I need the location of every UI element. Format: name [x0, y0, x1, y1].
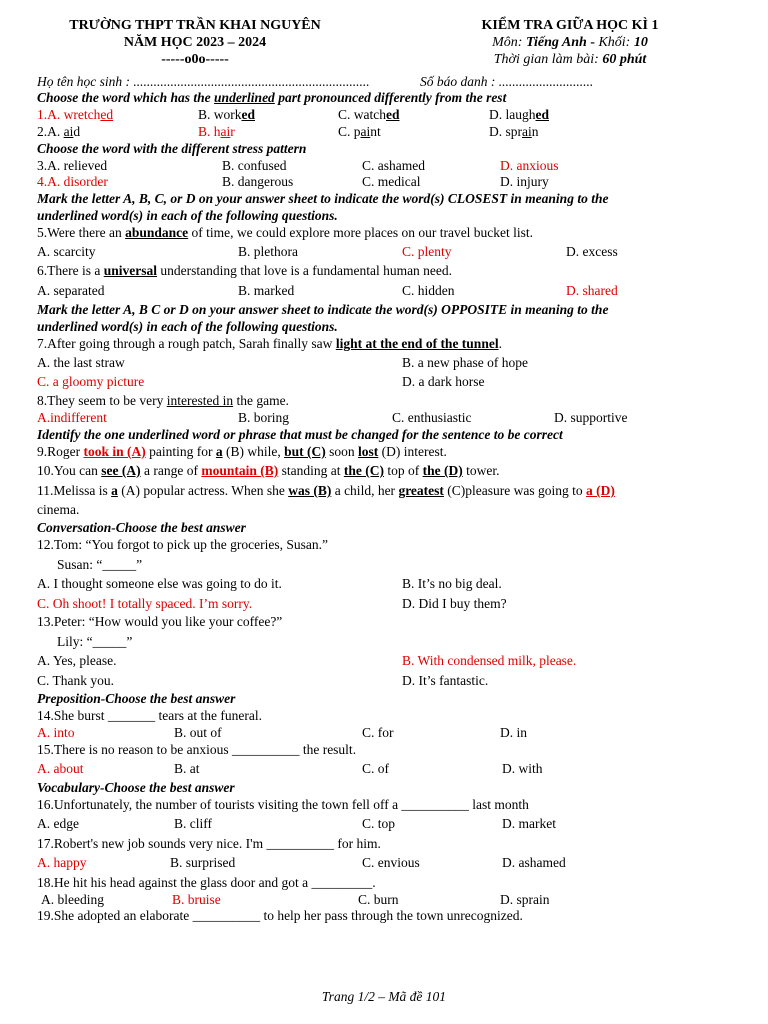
q14-option-c: C. for — [362, 725, 394, 740]
section-conversation: Conversation-Choose the best answer — [37, 520, 246, 535]
q2-option-a: 2.A. aid — [37, 124, 81, 139]
q9-question: 9.Roger took in (A) painting for a (B) while, but (C) soon lost (D) interest. — [37, 444, 447, 459]
q7-option-c: C. a gloomy picture — [37, 374, 145, 389]
page-footer: Trang 1/2 – Mã đề 101 — [321, 989, 447, 1004]
q18-option-d: D. sprain — [500, 892, 550, 907]
exam-title: KIỂM TRA GIỮA HỌC KÌ 1 — [481, 18, 659, 33]
q17-option-d: D. ashamed — [502, 855, 566, 870]
q12-option-d: D. Did I buy them? — [402, 596, 507, 611]
header-divider: -----o0o----- — [161, 52, 229, 67]
student-name-line: Họ tên học sinh : ...................................................................... — [37, 74, 370, 89]
q6-option-c: C. hidden — [402, 283, 455, 298]
q11-question: 11.Melissa is a (A) popular actress. When she was (B) a child, her greatest (C)pleasure was going to a (D) — [37, 483, 615, 498]
section-error-identification: Identify the one underlined word or phrase that must be changed for the sentence to be correct — [37, 427, 563, 442]
q1-option-a: 1.A. wretched — [37, 107, 114, 122]
q7-option-b: B. a new phase of hope — [402, 355, 528, 370]
q13-option-b: B. With condensed milk, please. — [402, 653, 577, 668]
q12-option-c: C. Oh shoot! I totally spaced. I’m sorry. — [37, 596, 253, 611]
q15-option-a: A. about — [37, 761, 84, 776]
student-id-line: Số báo danh : ............................ — [420, 74, 594, 89]
q15-option-c: C. of — [362, 761, 389, 776]
q12-option-b: B. It’s no big deal. — [402, 576, 502, 591]
q6-option-a: A. separated — [37, 283, 105, 298]
section-pronunciation: Choose the word which has the underlined part pronounced differently from the rest — [37, 90, 507, 105]
q14-option-a: A. into — [37, 725, 75, 740]
exam-subject: Môn: Tiếng Anh - Khối: 10 — [492, 35, 648, 50]
q17-option-a: A. happy — [37, 855, 87, 870]
q3-option-a: 3.A. relieved — [37, 158, 108, 173]
q5-option-b: B. plethora — [238, 244, 298, 259]
section-vocabulary: Vocabulary-Choose the best answer — [37, 780, 235, 795]
q16-option-b: B. cliff — [174, 816, 212, 831]
q2-option-b: B. hair — [198, 124, 235, 139]
q8-question: 8.They seem to be very interested in the game. — [37, 393, 289, 408]
q12-option-a: A. I thought someone else was going to do it. — [37, 576, 282, 591]
q11-question-cont: cinema. — [37, 502, 80, 517]
section-closest-line2: underlined word(s) in each of the following questions. — [37, 208, 338, 223]
q15-option-d: D. with — [502, 761, 543, 776]
q13-response: Lily: “_____” — [57, 634, 133, 649]
q13-question: 13.Peter: “How would you like your coffee?” — [37, 614, 283, 629]
exam-time: Thời gian làm bài: 60 phút — [493, 52, 647, 67]
q10-question: 10.You can see (A) a range of mountain (B) standing at the (C) top of the (D) tower. — [37, 463, 500, 478]
q3-option-c: C. ashamed — [362, 158, 425, 173]
q4-option-c: C. medical — [362, 174, 421, 189]
q15-question: 15.There is no reason to be anxious __________ the result. — [37, 742, 357, 757]
q5-option-c: C. plenty — [402, 244, 452, 259]
q14-option-b: B. out of — [174, 725, 222, 740]
q7-option-a: A. the last straw — [37, 355, 125, 370]
q16-question: 16.Unfortunately, the number of tourists visiting the town fell off a __________ last month — [37, 797, 529, 812]
q2-option-c: C. paint — [338, 124, 381, 139]
q14-question: 14.She burst _______ tears at the funeral. — [37, 708, 262, 723]
q7-question: 7.After going through a rough patch, Sarah finally saw light at the end of the tunnel. — [37, 336, 502, 351]
q4-option-d: D. injury — [500, 174, 549, 189]
q13-option-d: D. It’s fantastic. — [402, 673, 489, 688]
q3-option-d: D. anxious — [500, 158, 559, 173]
q18-question: 18.He hit his head against the glass door and got a _________. — [37, 875, 376, 890]
q1-option-b: B. worked — [198, 107, 255, 122]
q13-option-c: C. Thank you. — [37, 673, 114, 688]
q5-question: 5.Were there an abundance of time, we could explore more places on our travel bucket list. — [37, 225, 534, 240]
q1-option-c: C. watched — [338, 107, 400, 122]
q6-option-b: B. marked — [238, 283, 295, 298]
q16-option-c: C. top — [362, 816, 396, 831]
q14-option-d: D. in — [500, 725, 527, 740]
q4-option-a: 4.A. disorder — [37, 174, 108, 189]
q19-question: 19.She adopted an elaborate __________ to help her pass through the town unrecognized. — [37, 908, 523, 923]
q2-option-d: D. sprain — [489, 124, 539, 139]
q13-option-a: A. Yes, please. — [37, 653, 117, 668]
q16-option-a: A. edge — [37, 816, 79, 831]
q8-option-b: B. boring — [238, 410, 290, 425]
section-opposite-line1: Mark the letter A, B C or D on your answer sheet to indicate the word(s) OPPOSITE in meaning to the — [37, 302, 609, 317]
school-name: TRƯỜNG THPT TRẦN KHAI NGUYÊN — [69, 18, 321, 33]
q8-option-d: D. supportive — [554, 410, 628, 425]
q7-option-d: D. a dark horse — [402, 374, 485, 389]
section-closest-line1: Mark the letter A, B, C, or D on your answer sheet to indicate the word(s) CLOSEST in meaning to the — [37, 191, 609, 206]
q12-question: 12.Tom: “You forgot to pick up the groceries, Susan.” — [37, 537, 329, 552]
q6-option-d: D. shared — [566, 283, 618, 298]
q12-response: Susan: “_____” — [57, 557, 143, 572]
q5-option-d: D. excess — [566, 244, 618, 259]
q5-option-a: A. scarcity — [37, 244, 96, 259]
q17-option-c: C. envious — [362, 855, 420, 870]
q4-option-b: B. dangerous — [222, 174, 294, 189]
q18-option-b: B. bruise — [172, 892, 221, 907]
q17-question: 17.Robert's new job sounds very nice. I'm __________ for him. — [37, 836, 381, 851]
q18-option-c: C. burn — [358, 892, 399, 907]
q17-option-b: B. surprised — [170, 855, 236, 870]
q8-option-c: C. enthusiastic — [392, 410, 472, 425]
school-year: NĂM HỌC 2023 – 2024 — [123, 35, 267, 50]
q18-option-a: A. bleeding — [41, 892, 104, 907]
q6-question: 6.There is a universal understanding that love is a fundamental human need. — [37, 263, 453, 278]
q8-option-a: A.indifferent — [37, 410, 107, 425]
section-opposite-line2: underlined word(s) in each of the following questions. — [37, 319, 338, 334]
q16-option-d: D. market — [502, 816, 556, 831]
section-stress: Choose the word with the different stress pattern — [37, 141, 307, 156]
q15-option-b: B. at — [174, 761, 200, 776]
q3-option-b: B. confused — [222, 158, 287, 173]
section-preposition: Preposition-Choose the best answer — [37, 691, 236, 706]
q1-option-d: D. laughed — [489, 107, 549, 122]
